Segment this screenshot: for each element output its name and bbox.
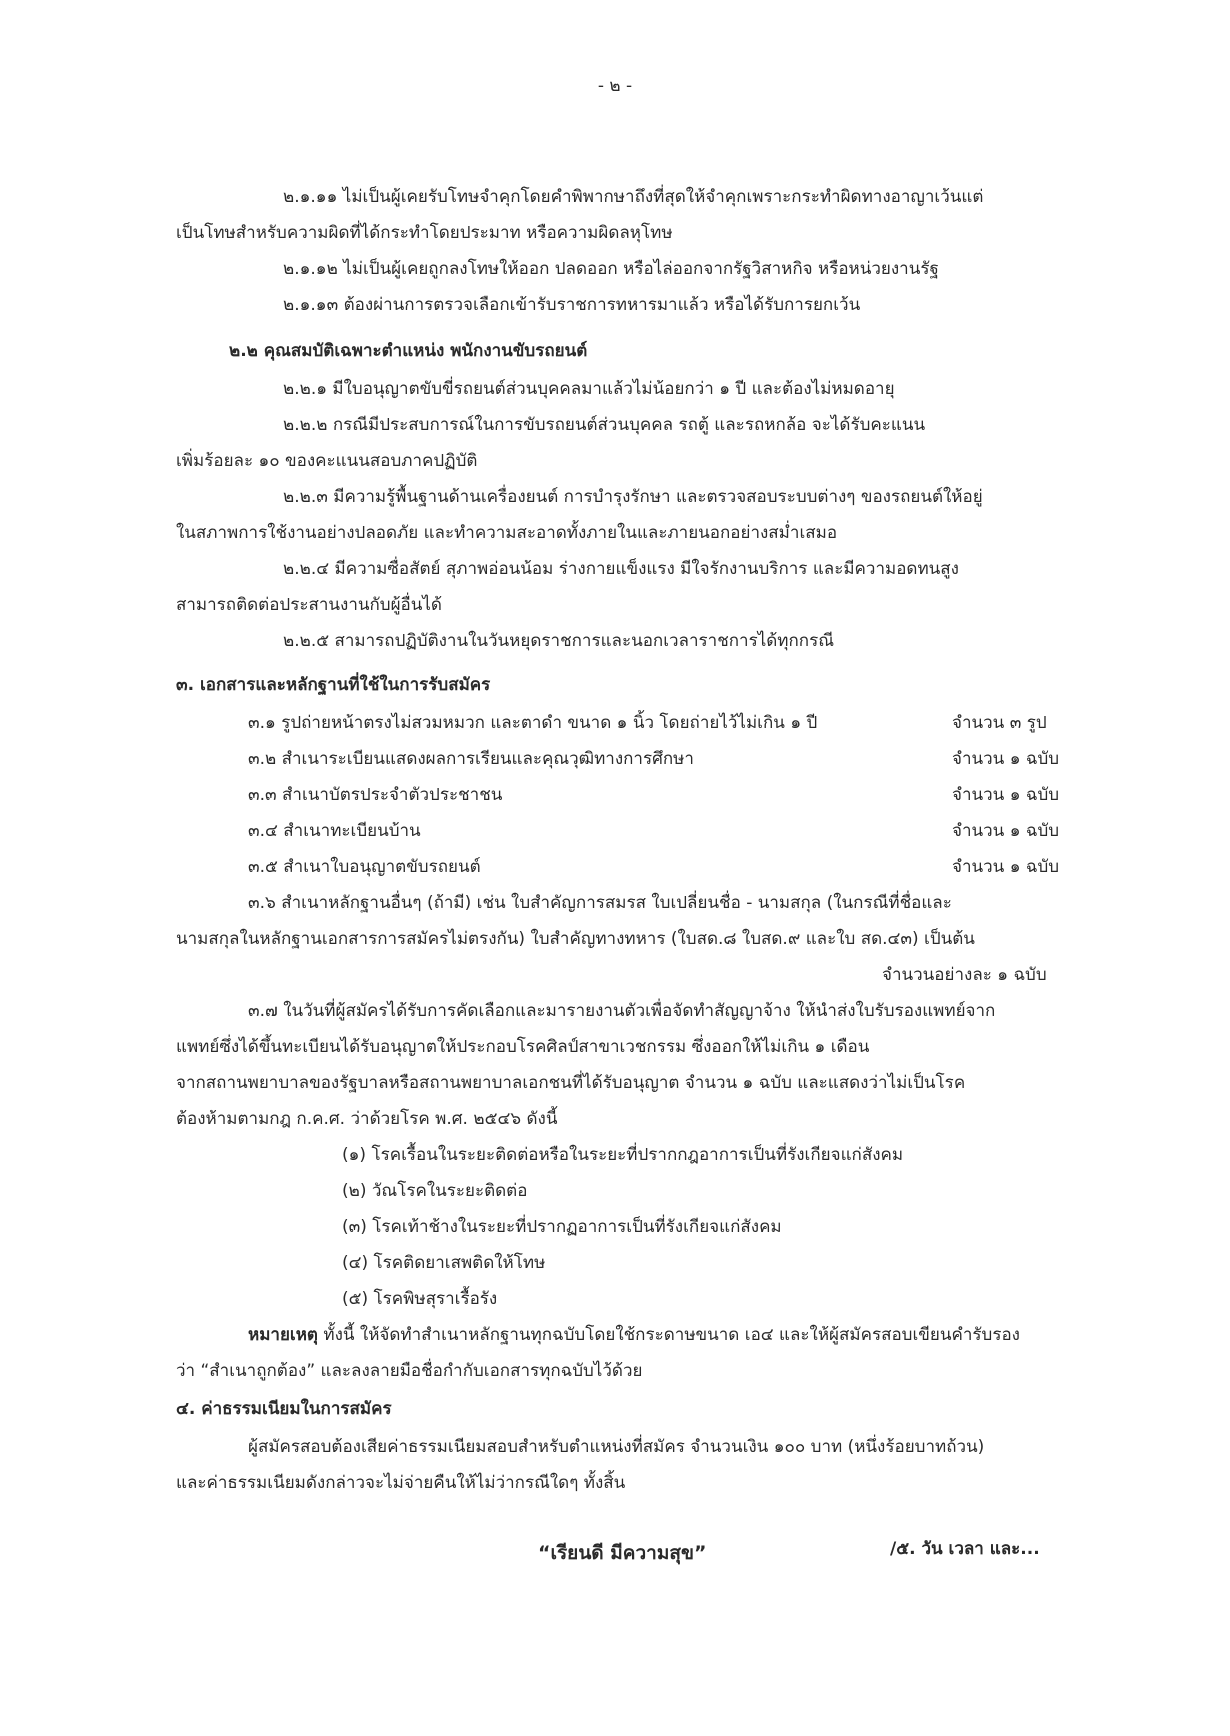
item-3-7-cont-3: ต้องห้ามตามกฎ ก.ค.ศ. ว่าด้วยโรค พ.ศ. ๒๕๔๖ ดังนี้	[176, 1109, 558, 1129]
disease-item: (๓) โรคเท้าช้างในระยะที่ปรากฏอาการเป็นที่รังเกียจแก่สังคม	[342, 1217, 782, 1237]
item-3-7: ๓.๗ ในวันที่ผู้สมัครได้รับการคัดเลือกและมารายงานตัวเพื่อจัดทำสัญญาจ้าง ให้นำส่งใบรับรองแพทย์จาก	[248, 1001, 996, 1021]
req-item-qty: จำนวน ๓ รูป	[952, 713, 1047, 733]
note-label: หมายเหตุ	[248, 1325, 318, 1345]
disease-item: (๒) วัณโรคในระยะติดต่อ	[342, 1181, 528, 1201]
note-line-cont: ว่า “สำเนาถูกต้อง” และลงลายมือชื่อกำกับเอกสารทุกฉบับไว้ด้วย	[176, 1361, 643, 1381]
req-item-text: ๓.๓ สำเนาบัตรประจำตัวประชาชน	[248, 785, 503, 805]
req-item-qty: จำนวน ๑ ฉบับ	[952, 857, 1060, 877]
item-2-2-2-cont: เพิ่มร้อยละ ๑๐ ของคะแนนสอบภาคปฏิบัติ	[176, 451, 478, 471]
req-item-text: ๓.๕ สำเนาใบอนุญาตขับรถยนต์	[248, 857, 481, 877]
disease-item: (๑) โรคเรื้อนในระยะติดต่อหรือในระยะที่ปรากกฎอาการเป็นที่รังเกียจแก่สังคม	[342, 1145, 904, 1165]
item-2-2-3: ๒.๒.๓ มีความรู้พื้นฐานด้านเครื่องยนต์ การบำรุงรักษา และตรวจสอบระบบต่างๆ ของรถยนต์ให้อยู่	[283, 487, 983, 507]
page-number: - ๒ -	[597, 76, 633, 96]
item-2-1-12: ๒.๑.๑๒ ไม่เป็นผู้เคยถูกลงโทษให้ออก ปลดออก หรือไล่ออกจากรัฐวิสาหกิจ หรือหน่วยงานรัฐ	[283, 259, 939, 279]
item-2-2-1: ๒.๒.๑ มีใบอนุญาตขับขี่รถยนต์ส่วนบุคคลมาแล้วไม่น้อยกว่า ๑ ปี และต้องไม่หมดอายุ	[283, 379, 895, 399]
continued-marker: /๕. วัน เวลา และ...	[890, 1539, 1040, 1559]
fee-line-cont: และค่าธรรมเนียมดังกล่าวจะไม่จ่ายคืนให้ไม่ว่ากรณีใดๆ ทั้งสิ้น	[176, 1473, 626, 1493]
disease-item: (๕) โรคพิษสุราเรื้อรัง	[342, 1289, 498, 1309]
item-2-2-5: ๒.๒.๕ สามารถปฏิบัติงานในวันหยุดราชการและนอกเวลาราชการได้ทุกกรณี	[283, 631, 834, 651]
req-item-qty: จำนวน ๑ ฉบับ	[952, 785, 1060, 805]
req-item-text: ๓.๔ สำเนาทะเบียนบ้าน	[248, 821, 421, 841]
item-3-6: ๓.๖ สำเนาหลักฐานอื่นๆ (ถ้ามี) เช่น ใบสำคัญการสมรส ใบเปลี่ยนชื่อ - นามสกุล (ในกรณีที่ชื่อและ	[248, 893, 952, 913]
item-2-2-4: ๒.๒.๔ มีความซื่อสัตย์ สุภาพอ่อนน้อม ร่างกายแข็งแรง มีใจรักงานบริการ และมีความอดทนสูง	[283, 559, 959, 579]
section-4-heading: ๔. ค่าธรรมเนียมในการสมัคร	[176, 1399, 392, 1419]
disease-item: (๔) โรคติดยาเสพติดให้โทษ	[342, 1253, 546, 1273]
note-text: ทั้งนี้ ให้จัดทำสำเนาหลักฐานทุกฉบับโดยใช้กระดาษขนาด เอ๔ และให้ผู้สมัครสอบเขียนคำรับรอง	[317, 1325, 1020, 1345]
item-3-7-cont-1: แพทย์ซึ่งได้ขึ้นทะเบียนได้รับอนุญาตให้ประกอบโรคศิลป์สาขาเวชกรรม ซึ่งออกให้ไม่เกิน ๑ เดือน	[176, 1037, 870, 1057]
section-2-2-heading: ๒.๒ คุณสมบัติเฉพาะตำแหน่ง พนักงานขับรถยนต์	[229, 341, 588, 361]
item-2-1-11-cont: เป็นโทษสำหรับความผิดที่ได้กระทำโดยประมาท หรือความผิดลหุโทษ	[176, 223, 673, 243]
fee-line: ผู้สมัครสอบต้องเสียค่าธรรมเนียมสอบสำหรับตำแหน่งที่สมัคร จำนวนเงิน ๑๐๐ บาท (หนึ่งร้อยบาทถ้วน)	[248, 1437, 985, 1457]
item-3-7-cont-2: จากสถานพยาบาลของรัฐบาลหรือสถานพยาบาลเอกชนที่ได้รับอนุญาต จำนวน ๑ ฉบับ และแสดงว่าไม่เป็นโรค	[176, 1073, 966, 1093]
req-item-qty: จำนวน ๑ ฉบับ	[952, 749, 1060, 769]
motto: “เรียนดี มีความสุข”	[538, 1542, 707, 1564]
item-2-2-2: ๒.๒.๒ กรณีมีประสบการณ์ในการขับรถยนต์ส่วนบุคคล รถตู้ และรถหกล้อ จะได้รับคะแนน	[283, 415, 926, 435]
item-3-6-qty: จำนวนอย่างละ ๑ ฉบับ	[882, 965, 1047, 985]
item-2-2-4-cont: สามารถติดต่อประสานงานกับผู้อื่นได้	[176, 595, 442, 615]
section-3-heading: ๓. เอกสารและหลักฐานที่ใช้ในการรับสมัคร	[176, 675, 491, 695]
req-item-text: ๓.๒ สำเนาระเบียนแสดงผลการเรียนและคุณวุฒิทางการศึกษา	[248, 749, 694, 769]
item-3-6-cont: นามสกุลในหลักฐานเอกสารการสมัครไม่ตรงกัน) ใบสำคัญทางทหาร (ใบสด.๘ ใบสด.๙ และใบ สด.๔๓) เป็นต้น	[176, 929, 975, 949]
item-2-2-3-cont: ในสภาพการใช้งานอย่างปลอดภัย และทำความสะอาดทั้งภายในและภายนอกอย่างสม่ำเสมอ	[176, 523, 838, 543]
note-line	[248, 1324, 1020, 1346]
item-2-1-13: ๒.๑.๑๓ ต้องผ่านการตรวจเลือกเข้ารับราชการทหารมาแล้ว หรือได้รับการยกเว้น	[283, 295, 861, 315]
req-item-text: ๓.๑ รูปถ่ายหน้าตรงไม่สวมหมวก และตาดำ ขนาด ๑ นิ้ว โดยถ่ายไว้ไม่เกิน ๑ ปี	[248, 713, 818, 733]
item-2-1-11: ๒.๑.๑๑ ไม่เป็นผู้เคยรับโทษจำคุกโดยคำพิพากษาถึงที่สุดให้จำคุกเพราะกระทำผิดทางอาญาเว้นแต่	[283, 187, 984, 207]
req-item-qty: จำนวน ๑ ฉบับ	[952, 821, 1060, 841]
